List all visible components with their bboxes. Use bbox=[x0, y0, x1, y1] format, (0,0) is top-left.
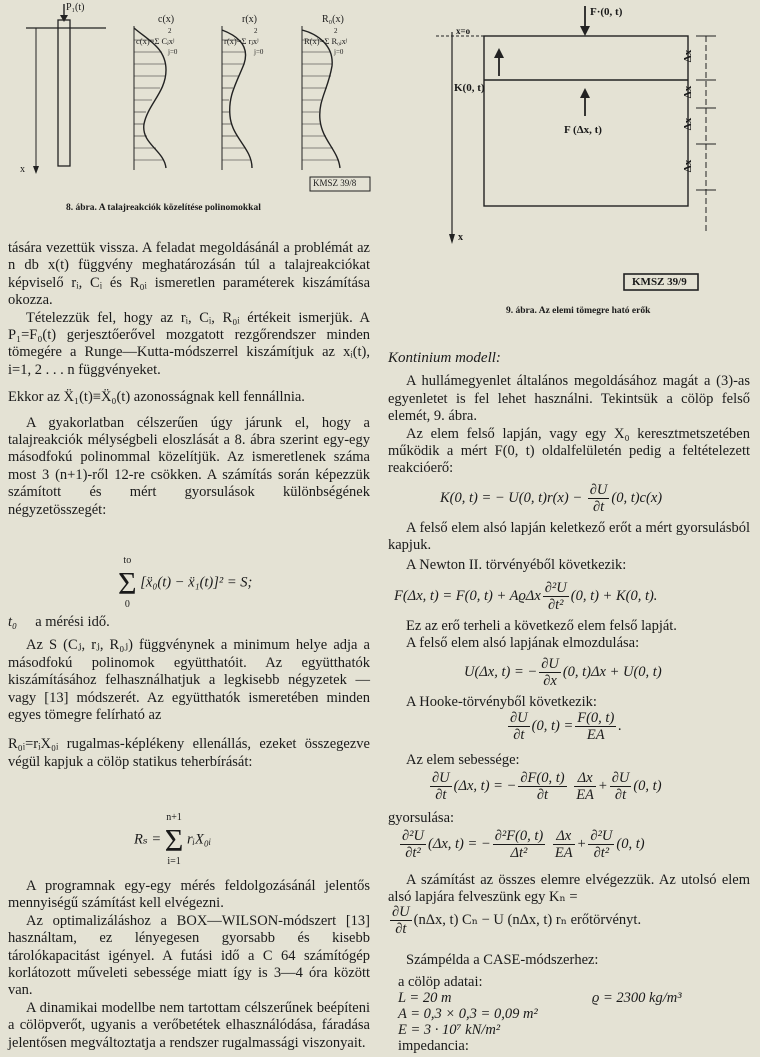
fig9-label-x: x bbox=[458, 232, 463, 243]
right-paragraph-6: A felső elem alsó lapjának elmozdulása: bbox=[406, 635, 640, 652]
left-paragraph-4: A gyakorlatban célszerűen úgy járunk el, hogy a talajreakciók mélységbeli eloszlását a 8. ábra szerint egy-egy másodfokú polinommal közelítjük. Az ismeretlenek száma most 3 (n+1)-ről 12-re csökken. A számítás során képezzük számított és mért gyorsulások különbségének négyzetösszegét: bbox=[8, 414, 370, 518]
right-column bbox=[388, 0, 758, 1057]
fig9-label-dx-1: Δx bbox=[682, 49, 695, 63]
fig8-label-c: c(x) bbox=[158, 14, 175, 25]
right-paragraph-7: A Hooke-törvényből következik: bbox=[406, 694, 597, 710]
t0-definition: a mérési idő. bbox=[35, 614, 110, 630]
data-impedance: impedancia: bbox=[398, 1038, 469, 1054]
figure-8-diagram bbox=[16, 0, 376, 196]
data-modulus: E = 3 · 10⁷ kN/m² bbox=[398, 1022, 501, 1038]
left-paragraph-3: Ekkor az Ẍ₁(t)≡Ẍ₀(t) azonosságnak kell fennállnia. bbox=[8, 389, 305, 406]
right-paragraph-2: Az elem felső lapján, vagy egy X₀ keresztmetszetében működik a mért F(0, t) oldalfelületén pedig a feltételezett reakcióerő: bbox=[388, 425, 750, 477]
equation-u: U(Δx, t) = − $\frac{\partial U}{\partial x}$ (0, t)Δx + U(0, t) bbox=[464, 656, 662, 689]
eq2-left: Rₛ = bbox=[134, 831, 162, 848]
fig8-formula-r0: R(x)=Σ R₀ⱼxʲ bbox=[304, 36, 348, 46]
eq1-lower-limit: 0 bbox=[124, 599, 130, 610]
eq1-upper-limit: to bbox=[123, 555, 132, 566]
right-paragraph-8: Az elem sebessége: bbox=[406, 752, 520, 768]
data-pile-heading: a cölöp adatai: bbox=[398, 974, 483, 990]
equation-kn: $\frac{\partial U}{\partial t}$ (nΔx, t) Cₙ − U (nΔx, t) rₙ erőtörvényt. bbox=[392, 904, 642, 937]
fig9-label-f: F (Δx, t) bbox=[564, 124, 602, 136]
eq2-lower-limit: i=1 bbox=[167, 856, 181, 867]
fig9-label-x0: x=o bbox=[456, 26, 471, 36]
fig8-sum-top-r0: 2 bbox=[334, 27, 338, 35]
fig8-label-r: r(x) bbox=[242, 14, 257, 25]
equation-acceleration: $\frac{\text{∂²U}}{\text{∂t²}}$ (Δx, t) = − $\frac{\text{∂²F(0, t)}}{\text{Δt²}}$ $\frac{\Delta x}{EA}$ + $\frac{\text{∂²U}}{\text{∂t²}}$ (0, t) bbox=[402, 828, 645, 861]
equation-velocity: $\frac{\partial U}{\partial t}$ (Δx, t) = − $\frac{\partial F(0, t)}{\partial t}$ $\frac{\Delta x}{EA}$ + $\frac{\partial U}{\partial t}$ (0, t) bbox=[432, 770, 662, 803]
left-paragraph-9: A dinamikai modellbe nem tartottam célszerűnek beépíteni a cölöpverőt, ugyanis a verőbetétek elhasználódása, fáradása jelentősen megváltoztatja a rendszer rugalmassági viszonyait. bbox=[8, 999, 370, 1051]
right-paragraph-4: A Newton II. törvényéből következik: bbox=[406, 556, 627, 573]
right-paragraph-11: Számpélda a CASE-módszerhez: bbox=[406, 952, 599, 968]
fig8-sum-lim-r: j=0 bbox=[254, 48, 264, 56]
right-paragraph-9: gyorsulása: bbox=[388, 810, 455, 826]
right-paragraph-5: Ez az erő terheli a következő elem felső lapját. bbox=[406, 618, 677, 634]
fig8-label-r0: R₀(x) bbox=[322, 14, 344, 25]
fig9-kmsz-label: KMSZ 39/9 bbox=[632, 276, 687, 288]
fig8-formula-r: r(x)=Σ rⱼxʲ bbox=[224, 36, 259, 46]
fig8-label-p1: P₁(t) bbox=[66, 2, 85, 13]
fig8-label-x: x bbox=[20, 164, 25, 175]
equation-f: F(Δx, t) = F(0, t) + AϱΔx $\frac{\text{∂²U}}{\text{∂t²}}$ (0, t) + K(0, t). bbox=[394, 580, 658, 613]
right-paragraph-10: A számítást az összes elemre elvégezzük. Az utolsó elem alsó lapjára felveszünk egy Kₙ = bbox=[388, 872, 750, 906]
equation-hooke: $\frac{\partial U}{\partial t}$ (0, t) = $\frac{F(0, t)}{EA}$ . bbox=[510, 710, 622, 743]
equation-sum-s: to Σ 0 [ẍ₀(t) − ẍ₁(t)]² = S; bbox=[118, 555, 253, 610]
left-paragraph-5: Az S (Cⱼ, rⱼ, R₀ⱼ) függvénynek a minimum helye adja a másodfokú polinomok együtthatóit. Az együtthatók kiszámításához felhasználhatjuk a legkisebb négyzetek — vagy [13] módszerét. Az együtthatók ismeretében minden egyes tömegre felírható az bbox=[8, 637, 370, 724]
left-paragraph-6: R₀ᵢ=rᵢX₀ᵢ rugalmas-képlékeny ellenállás, ezeket összegezve végül kapjuk a cölöp statikus teherbírását: bbox=[8, 736, 370, 770]
equation-rs: Rₛ = n+1 Σ i=1 rᵢX₀ᵢ bbox=[134, 812, 212, 867]
right-paragraph-1: A hullámegyenlet általános megoldásához magát a (3)-as egyenletet is fel lehet használni. Tekintsük a cölöp felső elemét, 9. ábra. bbox=[388, 373, 750, 425]
left-paragraph-1: tására vezettük vissza. A feladat megoldásánál a problémát az n db x(t) függvény meghatározásán túl a talajreakciókat képviselő rᵢ, Cᵢ és R₀ᵢ ismeretlen paraméterek kiszámítása okozza. bbox=[8, 240, 370, 309]
left-paragraph-7: A programnak egy-egy mérés feldolgozásánál jelentős mennyiségű számítást kell elvégezni. bbox=[8, 878, 370, 912]
fig8-sum-lim-r0: j=0 bbox=[334, 48, 344, 56]
section-heading-kontinium: Kontinium modell: bbox=[388, 350, 501, 366]
fig8-sum-top-c: 2 bbox=[168, 27, 172, 35]
left-column bbox=[8, 0, 378, 1057]
fig9-label-dx-2: Δx bbox=[682, 85, 695, 99]
data-area: A = 0,3 × 0,3 = 0,09 m² bbox=[398, 1006, 538, 1022]
fig9-label-k: K(0, t) bbox=[454, 82, 485, 94]
equation-k: K(0, t) = − U(0, t)r(x) − $\frac{\partial U}{\partial t}$ (0, t)c(x) bbox=[440, 482, 663, 515]
eq2-body: rᵢX₀ᵢ bbox=[187, 831, 212, 848]
eq2-upper-limit: n+1 bbox=[166, 812, 182, 823]
fig8-kmsz-label: KMSZ 39/8 bbox=[313, 178, 357, 188]
figure-9-caption: 9. ábra. Az elemi tömegre ható erők bbox=[506, 306, 651, 316]
left-paragraph-8: Az optimalizáláshoz a BOX—WILSON-módszert [13] használtam, ez lényegesen gyorsabb és kisebb tárolókapacitást igényel. A futási idő a C 64 számítógép korlátozott műveleti sebessége miatt így is 3—4 óra között van. bbox=[8, 912, 370, 999]
left-paragraph-2: Tételezzük fel, hogy az rᵢ, Cᵢ, R₀ᵢ értékeit ismerjük. A P₁=F₀(t) gerjesztőerővel mozgatott rezgőrendszer minden tömegére a Runge—Kutta-módszerrel kiszámítjuk az xᵢ(t), i=1, 2 . . . n függvényeket. bbox=[8, 309, 370, 378]
figure-9-diagram bbox=[388, 0, 758, 300]
right-paragraph-3: A felső elem alsó lapján keletkező erőt a mért gyorsulásból kapjuk. bbox=[388, 520, 750, 554]
fig9-label-top-force: F·(0, t) bbox=[590, 6, 623, 18]
t0-symbol: t₀ bbox=[8, 614, 18, 630]
fig8-formula-c: c(x)=Σ Cⱼxʲ bbox=[136, 36, 175, 46]
data-density: ϱ = 2300 kg/m³ bbox=[592, 990, 682, 1006]
fig9-label-dx-4: Δx bbox=[682, 159, 695, 173]
figure-8-caption: 8. ábra. A talajreakciók közelítése polinomokkal bbox=[66, 203, 261, 213]
fig8-sum-lim-c: j=0 bbox=[168, 48, 178, 56]
eq1-body: [ẍ₀(t) − ẍ₁(t)]² = S; bbox=[140, 574, 253, 591]
data-length: L = 20 m bbox=[398, 990, 452, 1006]
fig9-label-dx-3: Δx bbox=[682, 117, 695, 131]
fig8-sum-top-r: 2 bbox=[254, 27, 258, 35]
